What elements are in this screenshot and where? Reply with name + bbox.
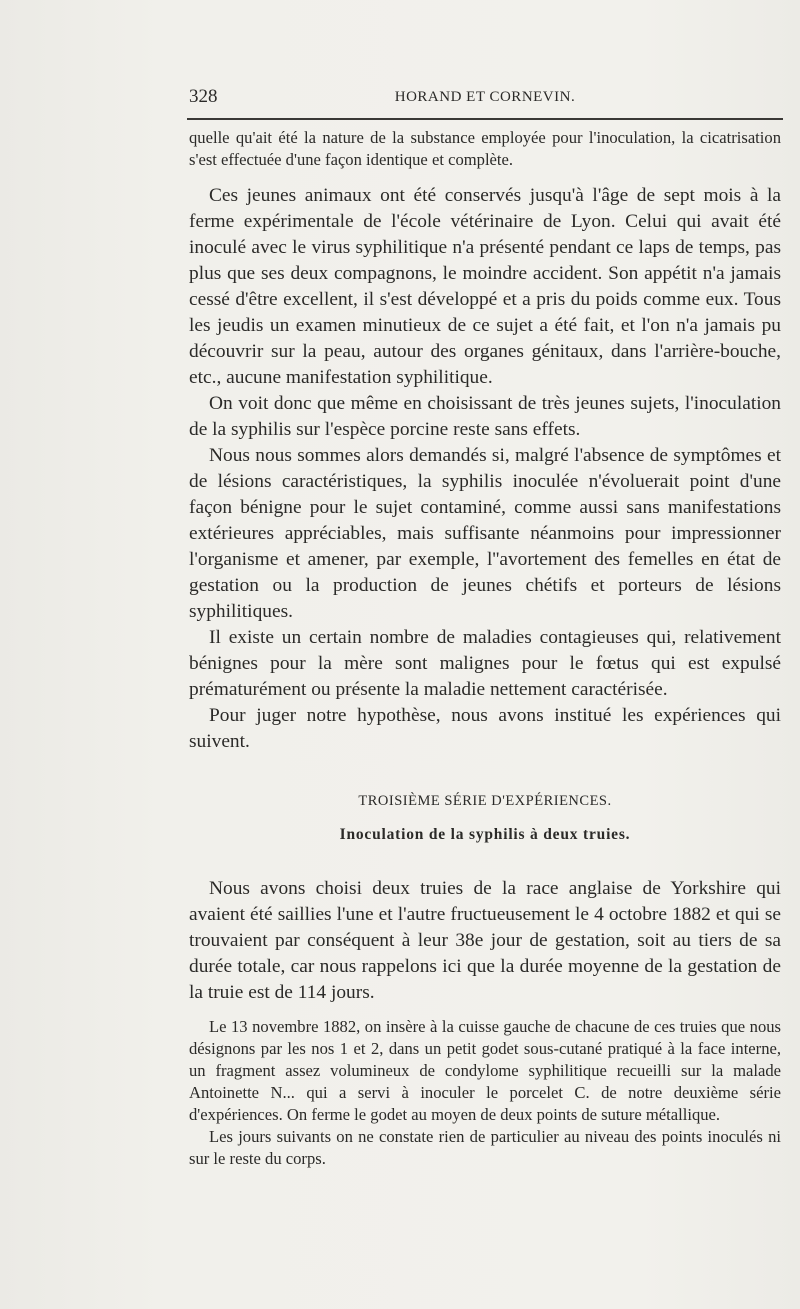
paragraph: Il existe un certain nombre de maladies contagieuses qui, relativement bénignes pour la mère sont malignes pour le fœtus qui est expulsé prématurément ou présente la maladie nettement caractérisée. (189, 627, 781, 700)
paragraph: Pour juger notre hypothèse, nous avons institué les expériences qui suivent. (189, 705, 781, 752)
page-header (189, 86, 781, 112)
paragraph: Nous avons choisi deux truies de la race anglaise de Yorkshire qui avaient été saillies l'une et l'autre fructueusement le 4 octobre 1882 et qui se trouvaient par conséquent à leur 38e jour de gestation, soit au tiers de sa durée totale, car nous rappelons ici que la durée moyenne de la gestation de la truie est de 114 jours. (189, 878, 781, 1003)
page-number: 328 (189, 86, 218, 107)
running-head: HORAND ET CORNEVIN. (394, 89, 576, 105)
header-rule (187, 118, 783, 120)
paragraph-small: Le 13 novembre 1882, on insère à la cuisse gauche de chacune de ces truies que nous désignons par les nos 1 et 2, dans un petit godet sous-cutané pratiqué à la face interne, un fragment assez volumineux de condylome syphilitique recueilli sur la malade Antoinette N... qui a servi à inoculer le porcelet C. de notre deuxième série d'expériences. On ferme le godet au moyen de deux points de suture métallique. (189, 1017, 781, 1124)
paragraph: Ces jeunes animaux ont été conservés jusqu'à l'âge de sept mois à la ferme expérimentale de l'école vétérinaire de Lyon. Celui qui avait été inoculé avec le virus syphilitique n'a présenté pendant ce laps de temps, pas plus que ses deux compagnons, le moindre accident. Son appétit n'a jamais cessé d'être excellent, il s'est développé et a pris du poids comme eux. Tous les jeudis un examen minutieux de ce sujet a été fait, et l'on n'a jamais pu découvrir sur la peau, autour des organes génitaux, dans l'arrière-bouche, etc., aucune manifestation syphilitique. (189, 185, 781, 388)
section-heading: TROISIÈME SÉRIE D'EXPÉRIENCES. (358, 793, 612, 809)
paragraph: On voit donc que même en choisissant de très jeunes sujets, l'inoculation de la syphilis sur l'espèce porcine reste sans effets. (189, 393, 781, 440)
section-subheading: Inoculation de la syphilis à deux truies. (339, 826, 631, 843)
page-body (189, 127, 781, 1170)
paragraph-small: Les jours suivants on ne constate rien de particulier au niveau des points inoculés ni sur le reste du corps. (189, 1127, 781, 1168)
paragraph: Nous nous sommes alors demandés si, malgré l'absence de symptômes et de lésions caractéristiques, la syphilis inoculée n'évoluerait point d'une façon bénigne pour le sujet contaminé, comme aussi sans manifestations extérieures appréciables, mais suffisante néanmoins pour impressionner l'organisme et amener, par exemple, l''avortement des femelles en état de gestation ou la production de jeunes chétifs et porteurs de lésions syphilitiques. (189, 445, 781, 622)
paragraph-continuation: quelle qu'ait été la nature de la substance employée pour l'inoculation, la cicatrisation s'est effectuée d'une façon identique et complète. (189, 128, 781, 169)
